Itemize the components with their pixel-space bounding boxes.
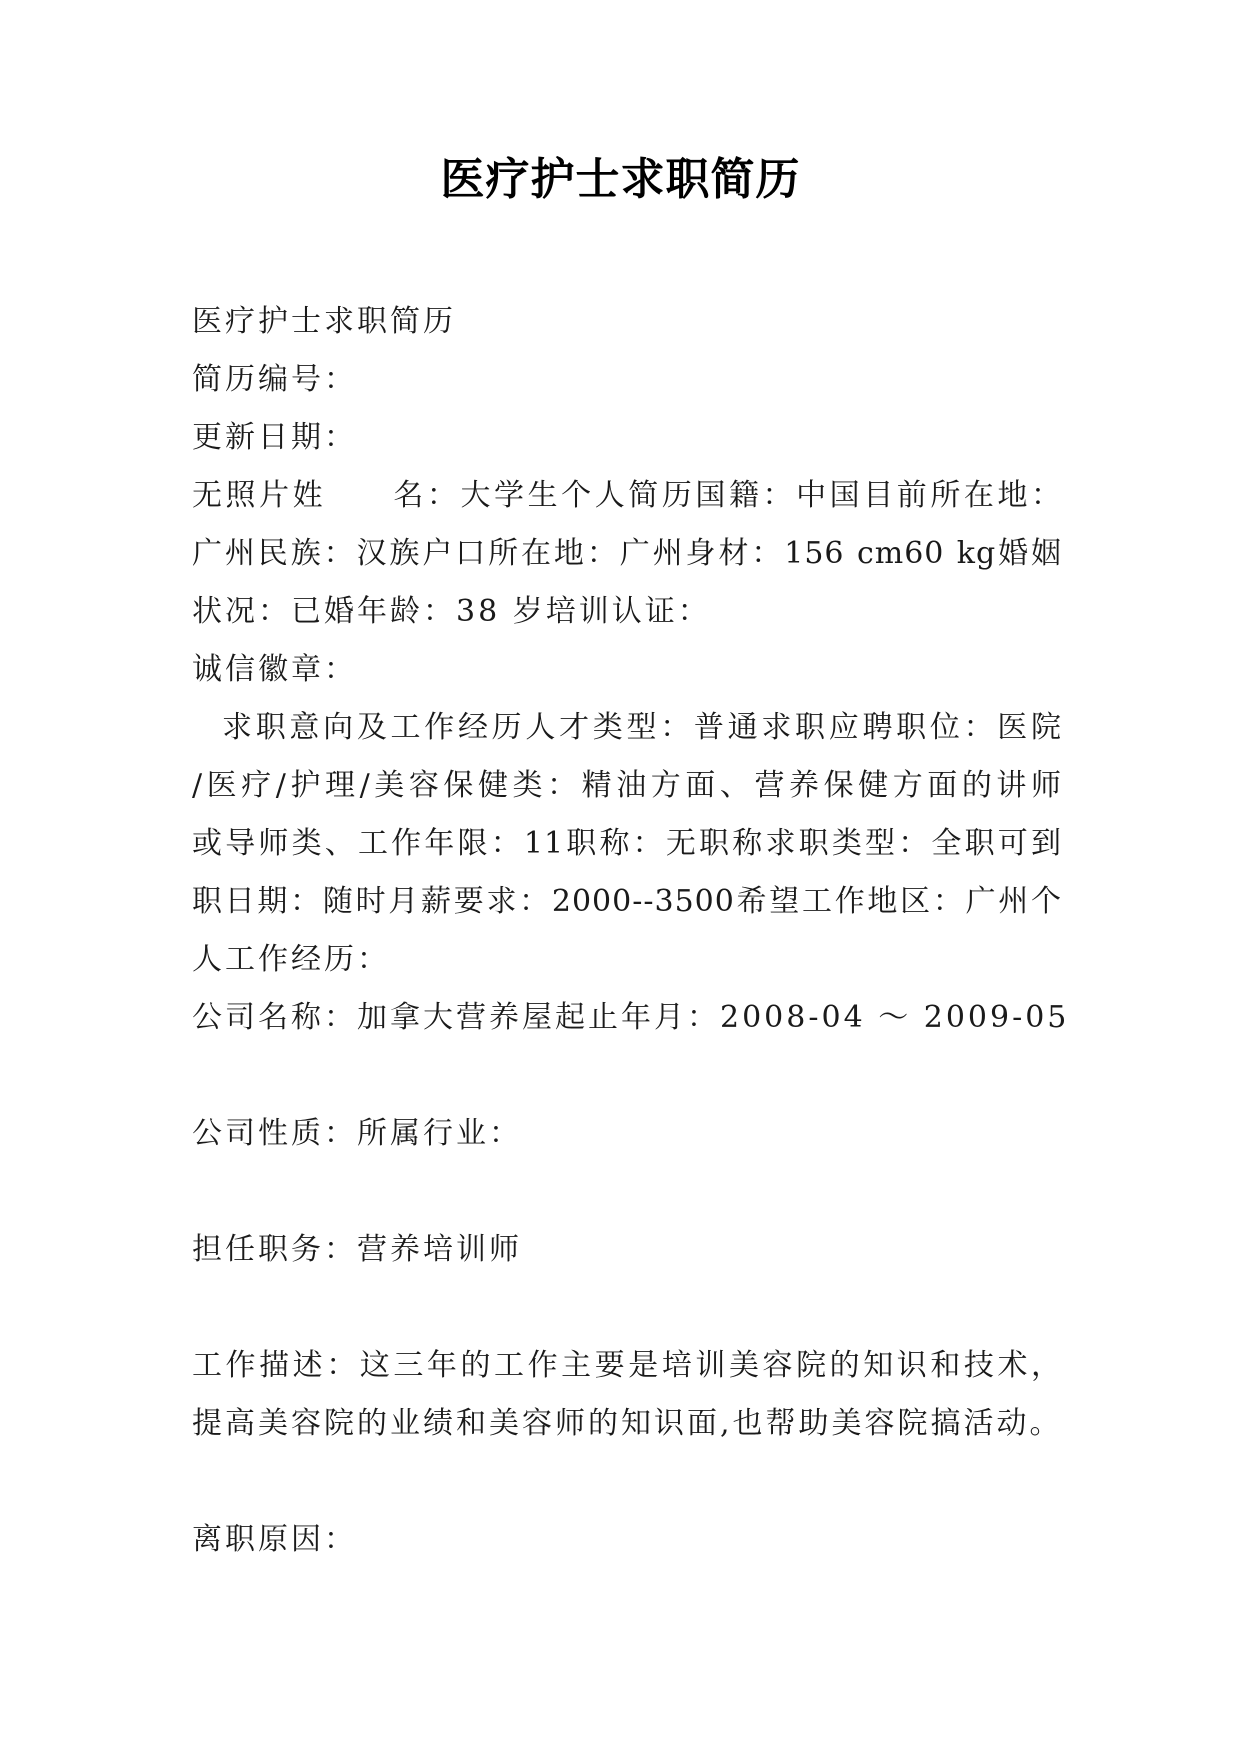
- document-title: 医疗护士求职简历: [440, 154, 801, 205]
- personal-info-line-3: 状况：已婚年龄：38 岁培训认证：: [192, 594, 711, 629]
- personal-info-line-1: 无照片姓 名：大学生个人简历国籍：中国目前所在地：: [192, 478, 1062, 513]
- paragraph-gap: [192, 1047, 1062, 1105]
- leaving-reason-line: 离职原因：: [192, 1522, 357, 1557]
- update-date-line: 更新日期：: [192, 420, 357, 455]
- resume-heading-line: 医疗护士求职简历: [192, 304, 456, 339]
- integrity-badge-line: 诚信徽章：: [192, 652, 357, 687]
- position-line: 担任职务：营养培训师: [192, 1232, 522, 1267]
- job-description-line-2: 提高美容院的业绩和美容师的知识面,也帮助美容院搞活动。: [192, 1406, 1063, 1441]
- company-name-line: 公司名称：加拿大营养屋起止年月：2008-04 ～ 2009-05: [192, 1000, 1070, 1035]
- company-nature-line: 公司性质：所属行业：: [192, 1116, 522, 1151]
- job-intent-line-1: 求职意向及工作经历人才类型：普通求职应聘职位：医院: [222, 710, 1062, 745]
- job-intent-line-4: 职日期：随时月薪要求：2000--3500希望工作地区：广州个: [192, 884, 1062, 919]
- document-body: [192, 293, 1070, 1569]
- resume-number-line: 简历编号：: [192, 362, 357, 397]
- personal-info-line-2: 广州民族：汉族户口所在地：广州身材：156 cm60 kg婚姻: [192, 536, 1062, 571]
- paragraph-gap: [192, 1279, 1062, 1337]
- job-description-line-1: 工作描述：这三年的工作主要是培训美容院的知识和技术，: [192, 1348, 1062, 1383]
- job-intent-line-2: /医疗/护理/美容保健类：精油方面、营养保健方面的讲师: [192, 768, 1062, 803]
- work-history-heading-line: 人工作经历：: [192, 942, 390, 977]
- job-intent-line-3: 或导师类、工作年限：11职称：无职称求职类型：全职可到: [192, 826, 1062, 861]
- paragraph-gap: [192, 1453, 1062, 1511]
- paragraph-gap: [192, 1163, 1062, 1221]
